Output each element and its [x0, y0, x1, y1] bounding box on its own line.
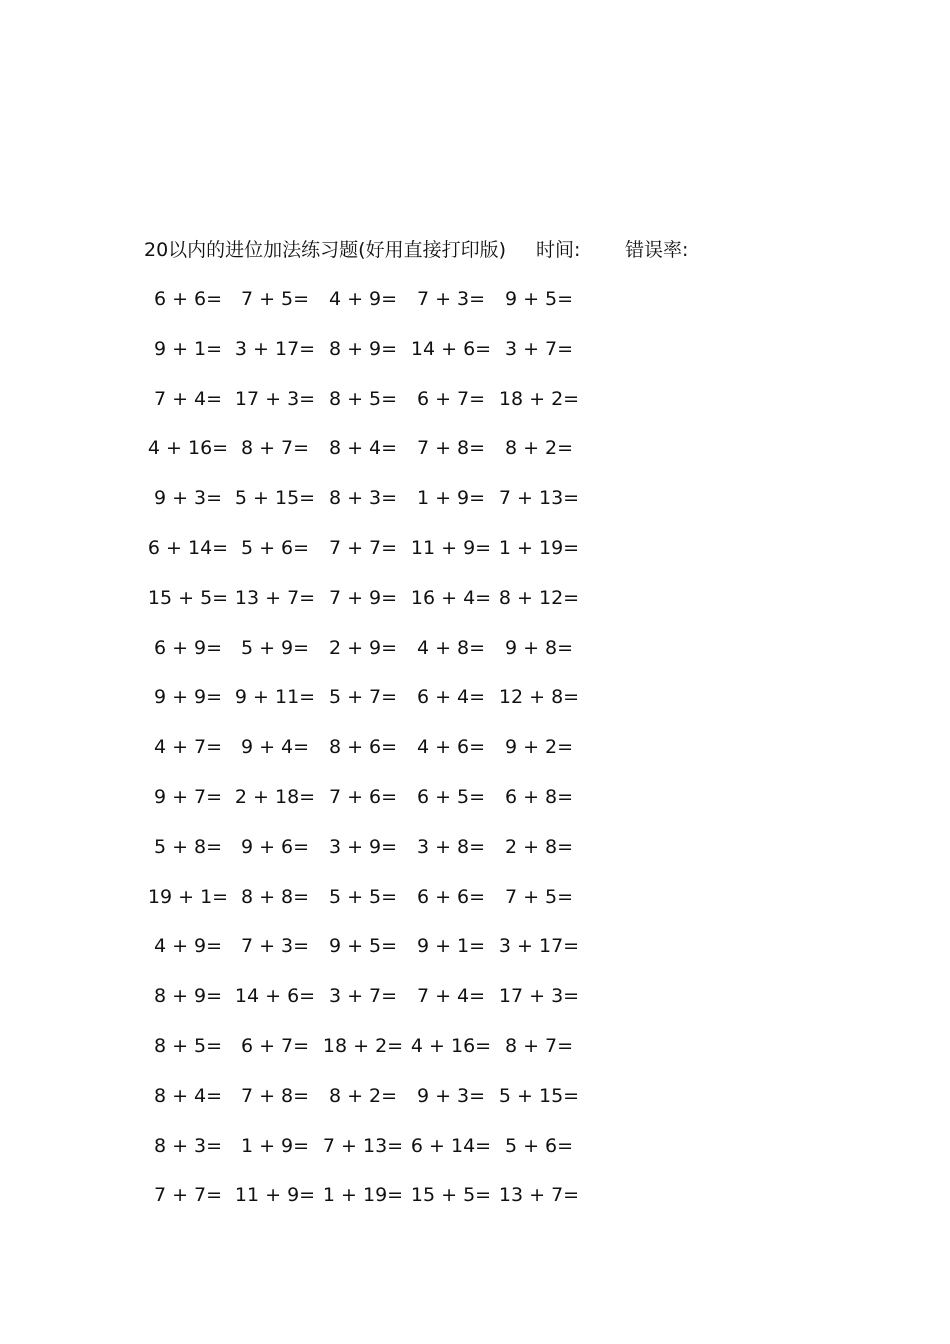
problem-row — [0, 284, 950, 314]
addition-problem: 6 + 6= — [153, 288, 223, 310]
addition-problem: 3 + 7= — [504, 337, 574, 360]
addition-problem: 5 + 6= — [504, 1134, 574, 1157]
error-rate-label: 错误率: — [625, 239, 689, 261]
addition-problem: 15 + 5= — [410, 1184, 492, 1207]
addition-problem: 9 + 7= — [153, 786, 223, 808]
addition-problem: 9 + 5= — [328, 935, 398, 958]
addition-problem: 8 + 5= — [328, 387, 398, 410]
addition-problem: 9 + 3= — [153, 487, 223, 510]
addition-problem: 3 + 9= — [328, 835, 398, 858]
addition-problem: 7 + 8= — [240, 1084, 310, 1107]
addition-problem: 5 + 15= — [498, 1084, 580, 1107]
addition-problem: 6 + 9= — [153, 636, 223, 659]
addition-problem: 17 + 3= — [498, 985, 580, 1008]
addition-problem: 4 + 9= — [153, 935, 223, 958]
addition-problem: 4 + 8= — [416, 636, 486, 659]
addition-problem: 6 + 7= — [416, 387, 486, 410]
addition-problem: 2 + 8= — [504, 835, 574, 858]
addition-problem: 14 + 6= — [410, 337, 492, 360]
addition-problem: 8 + 2= — [504, 437, 574, 460]
addition-problem: 18 + 2= — [498, 387, 580, 410]
addition-problem: 5 + 6= — [240, 537, 310, 559]
addition-problem: 8 + 3= — [153, 1134, 223, 1157]
addition-problem: 9 + 3= — [416, 1084, 486, 1107]
addition-problem: 9 + 1= — [153, 337, 223, 360]
addition-problem: 7 + 6= — [328, 786, 398, 808]
addition-problem: 7 + 8= — [416, 437, 486, 460]
addition-problem: 9 + 11= — [234, 686, 316, 709]
problem-row — [0, 1031, 950, 1061]
addition-problem: 8 + 2= — [328, 1084, 398, 1107]
problem-row — [0, 583, 950, 613]
addition-problem: 7 + 3= — [416, 288, 486, 310]
addition-problem: 7 + 4= — [416, 985, 486, 1008]
addition-problem: 4 + 16= — [147, 437, 229, 460]
problem-row — [0, 832, 950, 862]
addition-problem: 9 + 2= — [504, 736, 574, 759]
addition-problem: 8 + 3= — [328, 487, 398, 510]
addition-problem: 9 + 1= — [416, 935, 486, 958]
addition-problem: 8 + 7= — [504, 1035, 574, 1057]
addition-problem: 8 + 8= — [240, 885, 310, 908]
addition-problem: 9 + 8= — [504, 636, 574, 659]
addition-problem: 8 + 9= — [153, 985, 223, 1008]
addition-problem: 5 + 15= — [234, 487, 316, 510]
addition-problem: 19 + 1= — [147, 885, 229, 908]
problem-row — [0, 882, 950, 912]
addition-problem: 8 + 5= — [153, 1035, 223, 1057]
addition-problem: 5 + 9= — [240, 636, 310, 659]
problem-row — [0, 384, 950, 414]
worksheet-title: 20以内的进位加法练习题(好用直接打印版) — [144, 239, 507, 261]
addition-problem: 4 + 16= — [410, 1035, 492, 1057]
addition-problem: 8 + 7= — [240, 437, 310, 460]
addition-problem: 8 + 4= — [153, 1084, 223, 1107]
addition-problem: 6 + 14= — [147, 537, 229, 559]
addition-problem: 7 + 3= — [240, 935, 310, 958]
addition-problem: 12 + 8= — [498, 686, 580, 709]
addition-problem: 7 + 7= — [328, 537, 398, 559]
addition-problem: 15 + 5= — [147, 586, 229, 609]
addition-problem: 8 + 9= — [328, 337, 398, 360]
problem-row — [0, 433, 950, 463]
addition-problem: 3 + 17= — [234, 337, 316, 360]
addition-problem: 7 + 13= — [498, 487, 580, 510]
addition-problem: 7 + 7= — [153, 1184, 223, 1207]
addition-problem: 13 + 7= — [234, 586, 316, 609]
addition-problem: 13 + 7= — [498, 1184, 580, 1207]
problem-row — [0, 533, 950, 563]
addition-problem: 1 + 9= — [416, 487, 486, 510]
addition-problem: 6 + 5= — [416, 786, 486, 808]
addition-problem: 5 + 5= — [328, 885, 398, 908]
addition-problem: 6 + 6= — [416, 885, 486, 908]
addition-problem: 9 + 5= — [504, 288, 574, 310]
problem-row — [0, 483, 950, 513]
addition-problem: 9 + 6= — [240, 835, 310, 858]
problem-row — [0, 334, 950, 364]
problem-row — [0, 682, 950, 712]
addition-problem: 14 + 6= — [234, 985, 316, 1008]
addition-problem: 11 + 9= — [410, 537, 492, 559]
addition-problem: 3 + 7= — [328, 985, 398, 1008]
addition-problem: 8 + 12= — [498, 586, 580, 609]
addition-problem: 1 + 19= — [498, 537, 580, 559]
addition-problem: 17 + 3= — [234, 387, 316, 410]
addition-problem: 9 + 9= — [153, 686, 223, 709]
addition-problem: 1 + 9= — [240, 1134, 310, 1157]
addition-problem: 7 + 5= — [504, 885, 574, 908]
addition-problem: 3 + 17= — [498, 935, 580, 958]
addition-problem: 4 + 9= — [328, 288, 398, 310]
addition-problem: 8 + 4= — [328, 437, 398, 460]
addition-problem: 2 + 18= — [234, 786, 316, 808]
addition-problem: 6 + 7= — [240, 1035, 310, 1057]
problem-row — [0, 782, 950, 812]
addition-problem: 4 + 7= — [153, 736, 223, 759]
addition-problem: 7 + 4= — [153, 387, 223, 410]
addition-problem: 5 + 7= — [328, 686, 398, 709]
time-label: 时间: — [536, 239, 581, 261]
addition-problem: 1 + 19= — [322, 1184, 404, 1207]
addition-problem: 7 + 13= — [322, 1134, 404, 1157]
problem-row — [0, 1131, 950, 1161]
addition-problem: 6 + 14= — [410, 1134, 492, 1157]
addition-problem: 7 + 9= — [328, 586, 398, 609]
problem-row — [0, 1081, 950, 1111]
problem-row — [0, 981, 950, 1011]
addition-problem: 7 + 5= — [240, 288, 310, 310]
addition-problem: 6 + 4= — [416, 686, 486, 709]
addition-problem: 18 + 2= — [322, 1035, 404, 1057]
problem-row — [0, 931, 950, 961]
addition-problem: 11 + 9= — [234, 1184, 316, 1207]
addition-problem: 4 + 6= — [416, 736, 486, 759]
addition-problem: 2 + 9= — [328, 636, 398, 659]
addition-problem: 8 + 6= — [328, 736, 398, 759]
addition-problem: 9 + 4= — [240, 736, 310, 759]
addition-problem: 16 + 4= — [410, 586, 492, 609]
addition-problem: 5 + 8= — [153, 835, 223, 858]
addition-problem: 3 + 8= — [416, 835, 486, 858]
problem-row — [0, 633, 950, 663]
problem-row — [0, 1180, 950, 1210]
problem-row — [0, 732, 950, 762]
addition-problem: 6 + 8= — [504, 786, 574, 808]
